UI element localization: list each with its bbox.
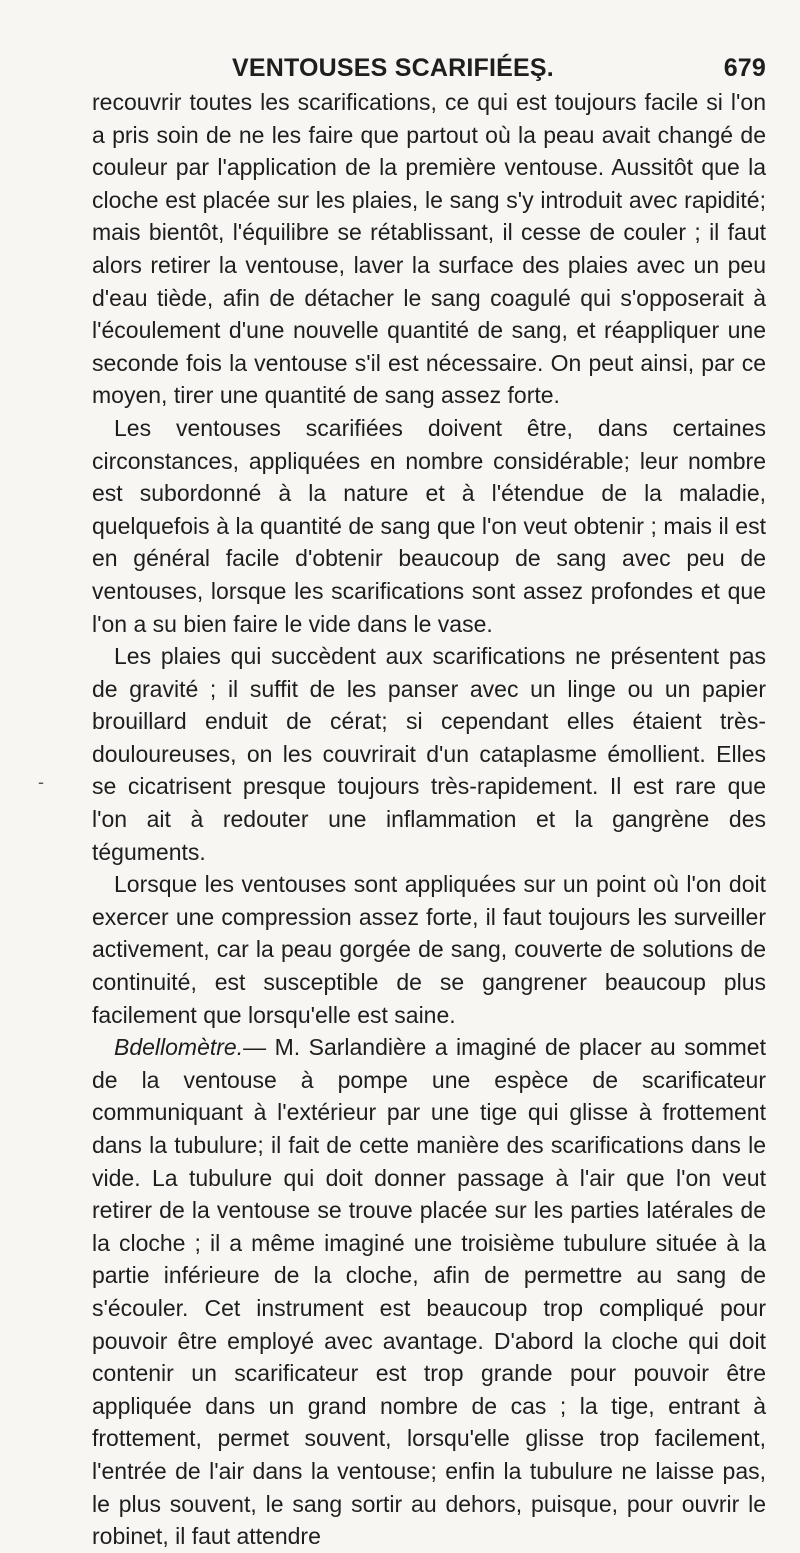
running-title: VENTOUSES SCARIFIÉEŞ. — [232, 54, 554, 82]
body-text — [92, 86, 766, 1553]
section-title-bdellometre: Bdellomètre. — [114, 1034, 244, 1061]
paragraph-bdellometre — [92, 1031, 766, 1553]
running-head — [92, 52, 766, 84]
page-number: 679 — [723, 54, 766, 82]
paragraph-number-of-cups: Les ventouses scarifiées doivent être, dans certaines circonstances, appliquées en nombre considérable; leur nombre est subordonné à la nature et à l'étendue de la maladie, quelquefois à la quantité de sang que l'on veut obtenir ; mais il est en général facile d'obtenir beaucoup de sang avec peu de ventouses, lorsque les scarifications sont assez profondes et que l'on a su bien faire le vide dans le vase. — [92, 414, 766, 637]
paragraph-compression: Lorsque les ventouses sont appliquées sur un point où l'on doit exercer une compression assez forte, il faut toujours les surveiller activement, car la peau gorgée de sang, couverte de solutions de continuité, est susceptible de se gangrener beaucoup plus facilement que lorsqu'elle est saine. — [92, 871, 766, 1028]
paragraph-wound-care: Les plaies qui succèdent aux scarifications ne présentent pas de gravité ; il suffit de les panser avec un linge ou un papier brouillard enduit de cérat; si cependant elles étaient très-douloureuses, on les couvrirait d'un cataplasme émollient. Elles se cicatrisent presque toujours très-rapidement. Il est rare que l'on ait à redouter une inflammation et la gangrène des téguments. — [92, 643, 766, 865]
margin-mark: - — [38, 772, 44, 792]
paragraph-bdellometre-text: — M. Sarlandière a imaginé de placer au sommet de la ventouse à pompe une espèce de scarificateur communiquant à l'extérieur par une tige qui glisse à frottement dans la tubulure; il fait de cette manière des scarifications dans le vide. La tubulure qui doit donner passage à l'air que l'on veut retirer de la ventouse se trouve placée sur les parties latérales de la cloche ; il a même imaginé une troisième tubulure située à la partie inférieure de la cloche, afin de permettre au sang de s'écouler. Cet instrument est beaucoup trop compliqué pour pouvoir être employé avec avantage. D'abord la cloche qui doit contenir un scarificateur est trop grande pour pouvoir être appliquée dans un grand nombre de cas ; la tige, entrant à frottement, permet souvent, lorsqu'elle glisse trop facilement, l'entrée de l'air dans la ventouse; enfin la tubulure ne laisse pas, le plus souvent, le sang sortir au dehors, puisque, pour ouvrir le robinet, il faut attendre — [92, 1034, 766, 1550]
paragraph-continuation: recouvrir toutes les scarifications, ce qui est toujours facile si l'on a pris soin de ne les faire que partout où la peau avait changé de couleur par l'application de la première ventouse. Aussitôt que la cloche est placée sur les plaies, le sang s'y introduit avec rapidité; mais bientôt, l'équilibre se rétablissant, il cesse de couler ; il faut alors retirer la ventouse, laver la surface des plaies avec un peu d'eau tiède, afin de détacher le sang coagulé qui s'opposerait à l'écoulement d'une nouvelle quantité de sang, et réappliquer une seconde fois la ventouse s'il est nécessaire. On peut ainsi, par ce moyen, tirer une quantité de sang assez forte. — [92, 89, 766, 409]
